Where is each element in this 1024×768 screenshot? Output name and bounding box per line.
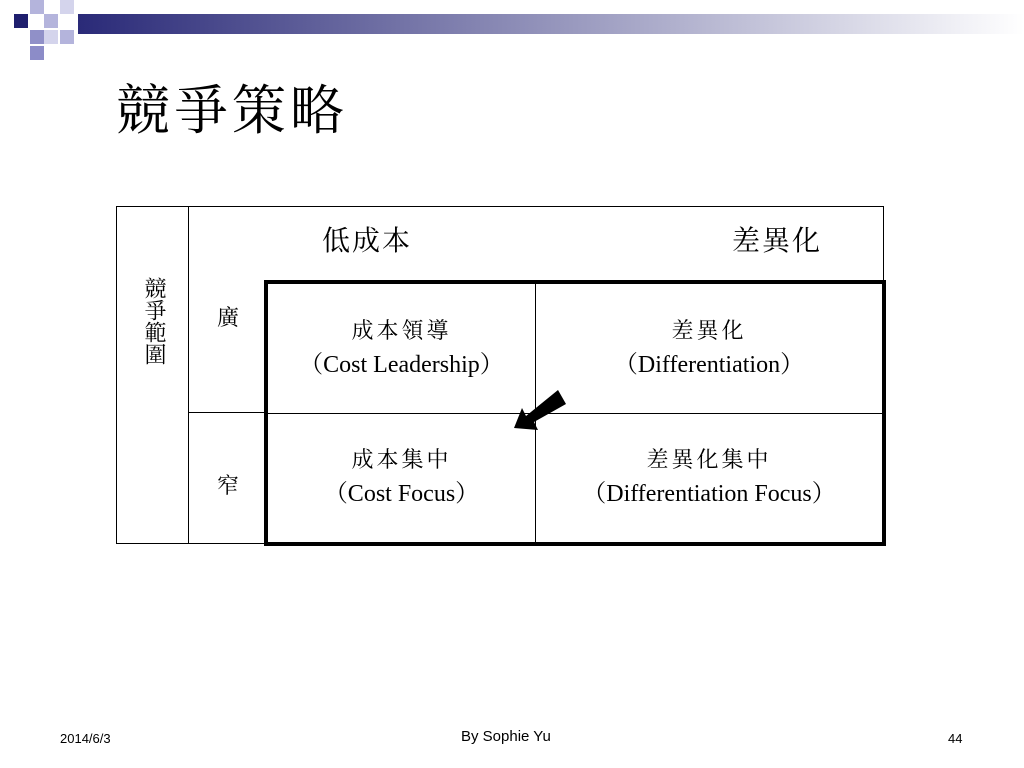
deco-square xyxy=(60,30,74,44)
cell-differentiation xyxy=(536,284,882,414)
arrow-icon xyxy=(510,386,570,436)
slide-title: 競爭策略 xyxy=(116,79,348,142)
cell-label-en: （Cost Focus） xyxy=(323,481,480,507)
column-header-box xyxy=(266,206,884,282)
cell-label-en: （Differentiation） xyxy=(613,351,805,378)
cell-label-zh: 成本領導 xyxy=(351,318,452,344)
deco-square xyxy=(60,0,74,14)
header-gradient-bar xyxy=(78,14,1024,34)
column-header-differentiation: 差異化 xyxy=(732,224,823,257)
deco-square xyxy=(14,14,28,28)
deco-square xyxy=(30,46,44,60)
cell-label-zh: 差異化 xyxy=(671,318,747,344)
deco-square xyxy=(30,30,44,44)
cell-label-en: （Differentiation Focus） xyxy=(582,481,836,507)
page-number: 44 xyxy=(948,731,963,746)
cell-cost-leadership xyxy=(268,284,536,414)
scope-frame xyxy=(116,206,266,544)
deco-square xyxy=(44,30,58,44)
cell-cost-focus xyxy=(268,414,536,542)
row-label-narrow: 窄 xyxy=(216,474,239,499)
strategy-matrix xyxy=(264,280,886,546)
footer-date: 2014/6/3 xyxy=(60,731,111,746)
row-divider xyxy=(189,412,267,413)
cell-label-en: （Cost Leadership） xyxy=(299,351,504,378)
row-label-broad: 廣 xyxy=(216,306,239,331)
header-decoration xyxy=(0,0,1024,64)
deco-square xyxy=(44,14,58,28)
footer-author: By Sophie Yu xyxy=(461,728,551,745)
scope-column xyxy=(117,207,189,543)
cell-label-zh: 差異化集中 xyxy=(646,448,772,473)
scope-label: 競爭範圍 xyxy=(141,277,166,365)
cell-differentiation-focus xyxy=(536,414,882,542)
cell-label-zh: 成本集中 xyxy=(351,448,452,473)
column-header-low-cost: 低成本 xyxy=(322,224,413,257)
deco-square xyxy=(30,0,44,14)
